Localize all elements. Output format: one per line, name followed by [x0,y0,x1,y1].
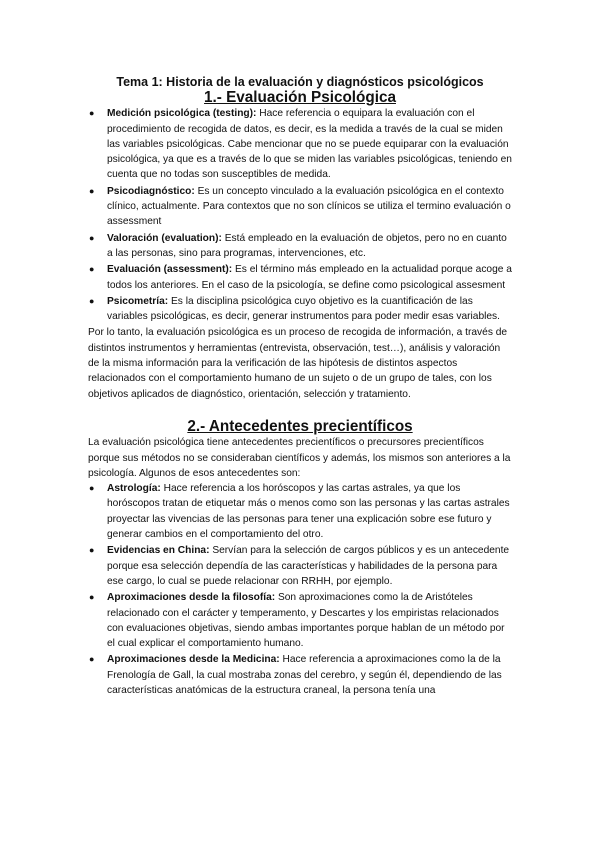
section2-intro: La evaluación psicológica tiene antecedentes precientíficos o precursores precientíficos porque sus métodos no se consideraban científicos y además, los mismos son anteriores a la psicología. Algunos de esos antecedentes son: [88,437,511,479]
term-label: Medición psicológica (testing): [107,108,257,120]
term-definition: Es el término más empleado en la actualidad porque acoge a todos los anteriores. En el caso de la psicología, se define como psicological assesment [107,264,512,291]
bullet-icon: ● [89,483,95,494]
term-label: Aproximaciones desde la filosofía: [107,592,276,604]
term-label: Evidencias en China: [107,545,210,557]
term-label: Aproximaciones desde la Medicina: [107,654,280,666]
term-label: Psicodiagnóstico: [107,185,195,197]
section1-heading: 1.- Evaluación Psicológica [204,89,396,106]
list-item [88,590,512,651]
term-definition: Hace referencia o equipara la evaluación con el procedimiento de recogida de datos, es decir, es la medida a través de la cual se miden las variables psicológicas. Cabe mencionar que no se puede equiparar con la evaluación psicológica, ya que es a través de lo que se miden las variables psicológicas, teniendo en cuenta que no todas son susceptibles de medida. [107,108,512,181]
bullet-icon: ● [89,232,95,243]
bullet-icon: ● [89,264,95,275]
section2-list [88,481,512,698]
term-label: Valoración (evaluation): [107,232,222,244]
list-item [88,262,512,293]
term-definition: Está empleado en la evaluación de objetos, pero no en cuanto a las personas, sino para programas, intervenciones, etc. [107,232,507,259]
list-item [88,106,512,182]
bullet-icon: ● [89,185,95,196]
list-item [88,231,512,262]
term-definition: Es la disciplina psicológica cuyo objetivo es la cuantificación de las variables psicológicas, es decir, generar instrumentos para poder medir esas variables. [107,295,500,323]
term-label: Psicometría: [107,295,169,307]
term-definition: Servían para la selección de cargos públicos y es un antecedente porque esa selección dependía de las características y habilidades de la persona para ese cargo, lo cual se puede relacionar con RRHH, por ejemplo. [107,545,510,587]
term-label: Evaluación (assessment): [107,264,233,276]
term-label: Astrología: [107,483,161,495]
list-item [88,652,512,698]
term-definition: Son aproximaciones como la de Aristóteles relacionado con el carácter y temperamento, y Descartes y los empiristas relacionados con evaluaciones objetivas, siendo ambas importantes porque hablan de un método por el cual explicar el comportamiento humano. [107,592,505,650]
term-definition: Es un concepto vinculado a la evaluación psicológica en el contexto clínico, actualmente. Para contextos que no son clínicos se utiliza el termino evaluación o assessment [107,185,511,228]
list-item [88,543,512,589]
page-title: Tema 1: Historia de la evaluación y diagnósticos psicológicos [116,75,484,89]
bullet-icon: ● [89,654,95,665]
term-definition: Hace referencia a aproximaciones como la de la Frenología de Gall, la cual mostraba zonas del cerebro, y según él, dependiendo de las características anatómicas de la estructura craneal, la persona tenía una [107,654,502,696]
list-item [88,481,512,542]
section1-list [88,106,512,324]
bullet-icon: ● [89,545,95,556]
bullet-icon: ● [89,108,95,119]
bullet-icon: ● [89,592,95,603]
list-item [88,184,512,230]
section2-heading: 2.- Antecedentes precientíficos [187,417,413,435]
bullet-icon: ● [89,295,95,306]
term-definition: Hace referencia a los horóscopos y las cartas astrales, ya que los horóscopos tratan de etiquetar más o menos como son las personas y las cartas astrales proyectar las vivencias de las personas para tener una explicación sobre ese futuro y generar cambios en el comportamiento del otro. [107,483,510,541]
summary-paragraph: Por lo tanto, la evaluación psicológica es un proceso de recogida de información, a través de distintos instrumentos y herramientas (entrevista, observación, test…), análisis y valoración de la misma información para la verificación de las hipótesis de distintos aspectos relacionados con el comportamiento humano de un sujeto o de un grupo de tales, con los objetivos aplicados de diagnóstico, orientación, selección y tratamiento. [88,327,508,400]
list-item [88,294,512,325]
